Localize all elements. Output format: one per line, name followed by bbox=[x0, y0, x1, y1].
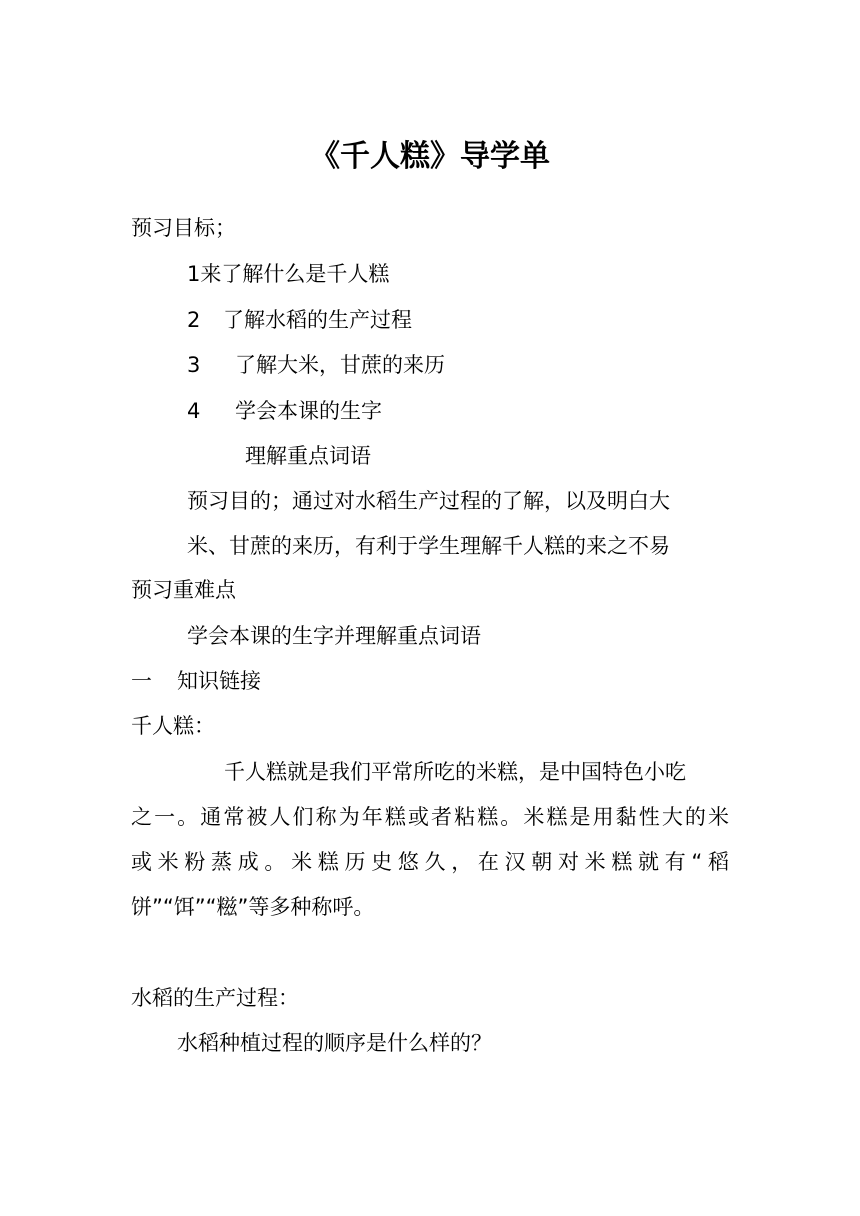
qianrengao-heading: 千人糕： bbox=[131, 714, 215, 738]
difficulty-text: 学会本课的生字并理解重点词语 bbox=[187, 624, 481, 648]
purpose-line-1: 预习目的；通过对水稻生产过程的了解，以及明白大 bbox=[187, 489, 670, 513]
objective-text: 了解大米，甘蔗的来历 bbox=[235, 353, 445, 377]
rice-question: 水稻种植过程的顺序是什么样的？ bbox=[177, 1031, 492, 1055]
qianrengao-para-line-2: 之一。通常被人们称为年糕或者粘糕。米糕是用黏性大的米 bbox=[131, 805, 729, 829]
objective-extra: 理解重点词语 bbox=[245, 444, 371, 468]
objective-item-1 bbox=[187, 259, 389, 289]
objective-text: 来了解什么是千人糕 bbox=[200, 262, 390, 286]
qianrengao-para-line-1: 千人糕就是我们平常所吃的米糕，是中国特色小吃 bbox=[224, 760, 686, 784]
objective-item-3 bbox=[187, 350, 445, 380]
section-title: 知识链接 bbox=[177, 669, 261, 693]
objective-number: 1 bbox=[187, 262, 201, 286]
document-title: 《千人糕》导学单 bbox=[310, 139, 550, 174]
objective-number: 4 bbox=[187, 399, 201, 423]
objective-text: 学会本课的生字 bbox=[235, 399, 382, 423]
rice-heading: 水稻的生产过程： bbox=[131, 986, 299, 1010]
objective-number: 3 bbox=[187, 353, 201, 377]
section-number: 一 bbox=[131, 669, 152, 693]
objective-item-2 bbox=[187, 305, 412, 335]
objective-number: 2 bbox=[187, 308, 201, 332]
objective-text: 了解水稻的生产过程 bbox=[223, 308, 412, 332]
section-1-heading bbox=[131, 666, 261, 696]
difficulty-heading: 预习重难点 bbox=[131, 578, 236, 602]
qianrengao-para-line-3: 或米粉蒸成。米糕历史悠久，在汉朝对米糕就有“稻 bbox=[131, 850, 729, 874]
objective-item-4 bbox=[187, 396, 382, 426]
qianrengao-para-line-4: 饼”“饵”“糍”等多种称呼。 bbox=[131, 895, 375, 919]
objectives-heading: 预习目标； bbox=[131, 216, 236, 240]
purpose-line-2: 米、甘蔗的来历，有利于学生理解千人糕的来之不易 bbox=[187, 534, 670, 558]
